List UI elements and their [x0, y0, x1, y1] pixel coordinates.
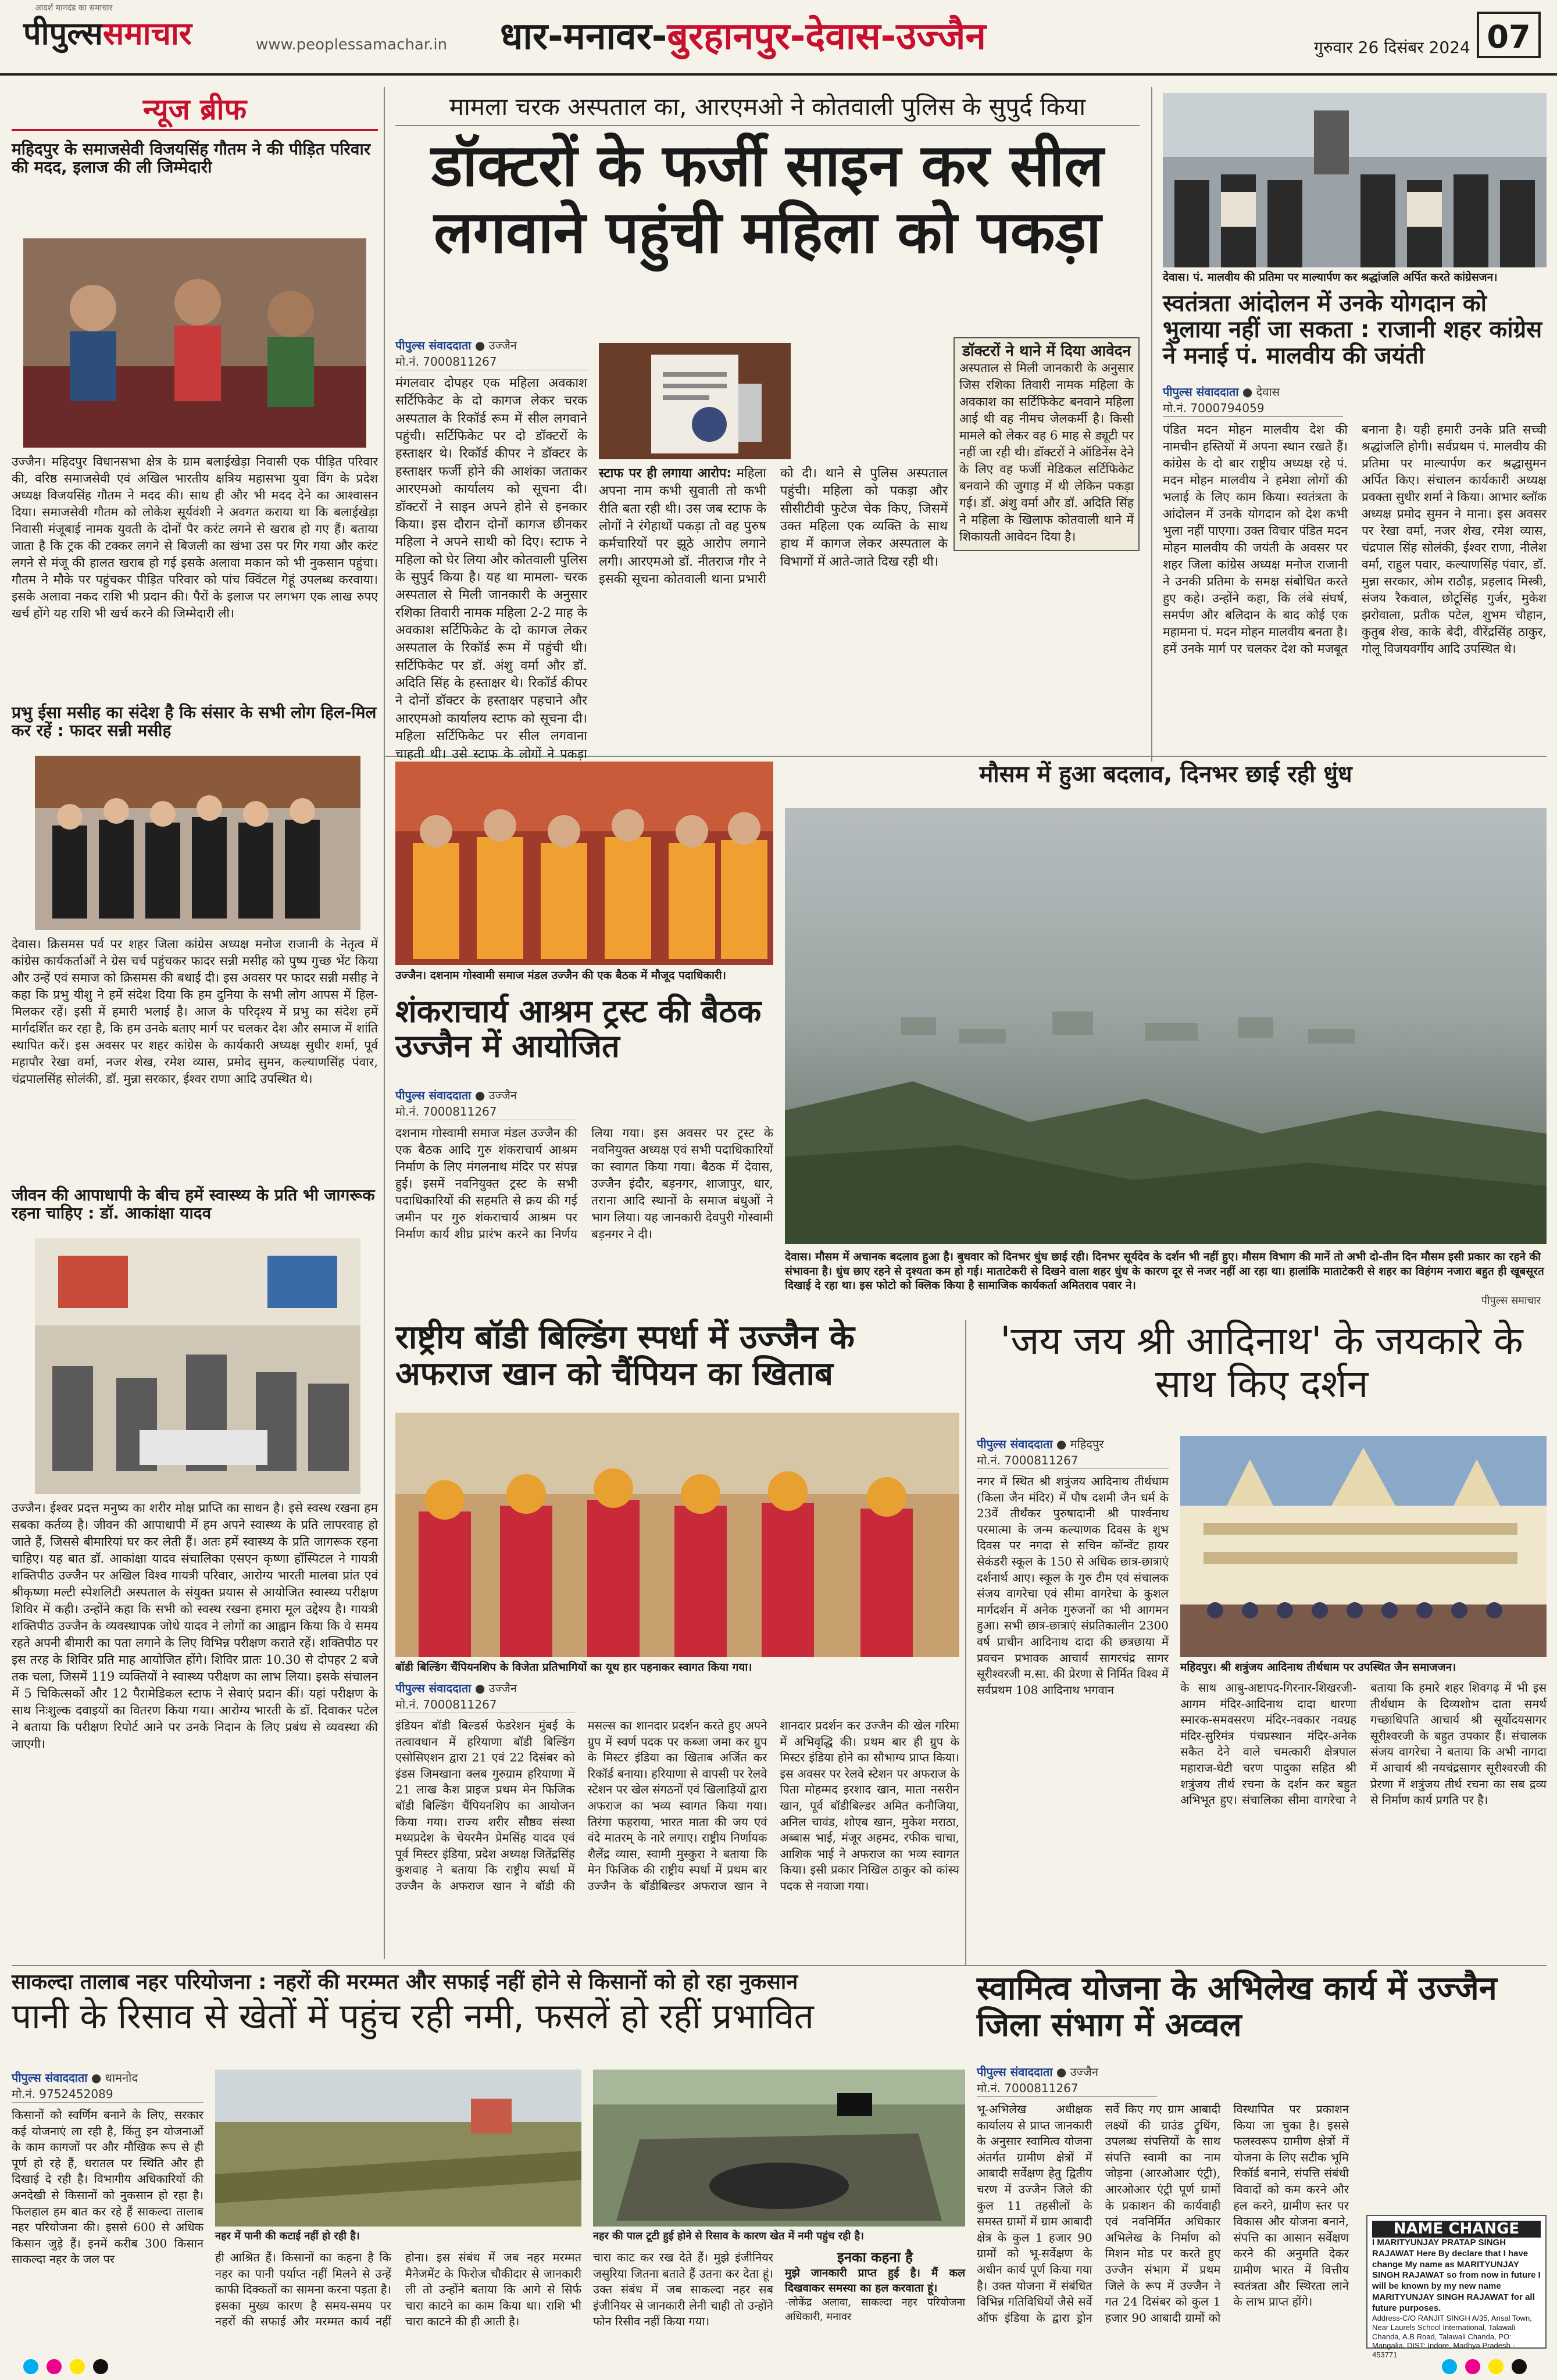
canal-col-4	[593, 2250, 965, 2349]
canal-photo-1	[215, 2070, 581, 2227]
name-change-address: Address-C/O RANJIT SINGH A/35, Ansal Town, Near Laurels School International, Talawali Chanda, A.B Road, Talawali Chanda, PO: Mangalia, DIST: Indore, Madhya Pradesh - 453771	[1372, 2314, 1532, 2359]
magenta-register-mark	[47, 2359, 62, 2374]
brief-1-title: महिदपुर के समाजसेवी विजयसिंह गौतम ने की पीड़ित परिवार की मदद, इलाज की ली जिम्मेदारी	[12, 140, 371, 177]
brief-1-photo	[23, 238, 366, 448]
lead-sub-1: स्टाफ पर ही लगाया आरोप:	[599, 466, 732, 481]
bodybuilding-mobile: मो.नं. 7000811267	[395, 1696, 576, 1713]
malviya-byline: पीपुल्स संवाददाता ● देवास	[1163, 385, 1280, 399]
swamitva-place: उज्जैन	[1070, 2065, 1098, 2079]
malviya-caption: देवास। पं. मालवीय की प्रतिमा पर माल्यार्पण कर श्रद्धांजलि अर्पित करते कांग्रेसजन।	[1163, 271, 1498, 284]
canal-text-3: चारा काट कर रख देते हैं। मुझे इंजीनियर जसुरिया जितना बताते हैं उतना कर देता हूं। उक्त संबंध में जब साकल्दा नहर सब इंजीनियर से जानकारी लेनी चाही तो उन्होंने फोन रिसीव नहीं किया गया।	[593, 2250, 773, 2329]
brief-2-title: प्रभु ईसा मसीह का संदेश है कि संसार के सभी लोग हिल-मिल कर रहें : फादर सन्नी मसीह	[12, 703, 377, 741]
weather-credit: पीपुल्स समाचार	[1481, 1295, 1541, 1307]
jain-headline: 'जय जय श्री आदिनाथ' के जयकारे के साथ किए दर्शन	[1000, 1318, 1523, 1406]
shankar-headline: शंकराचार्य आश्रम ट्रस्ट की बैठक उज्जैन में आयोजित	[395, 993, 762, 1065]
name-change-text: I MARITYUNJAY PRATAP SINGH RAJAWAT Here By declare that I have change My name as MARITYUNJAY SINGH RAJAWAT so from now in future I will be known by my new name MARITYUNJAY SINGH RAJAWAT for all future purposes.	[1372, 2238, 1541, 2313]
print-marks-bar	[0, 2354, 1557, 2380]
jain-reporter: पीपुल्स संवाददाता	[977, 1437, 1053, 1451]
canal-text-1: किसानों को स्वर्णिम बनाने के लिए, सरकार कई योजनाएं ला रही है, किंतु इन योजनाओं के काम कागजों पर और मौखिक रूप से ही पूर्ण हो रहे हैं, धरातल पर स्थिति और ही दिखाई दे रही है। विभागीय अधिकारियों की अनदेखी से किसानों को नुकसान हो रहा है। फिलहाल हम बात कर रहे हैं साकल्दा तालाब नहर परियोजना की। इससे 600 से अधिक किसान जुड़े हैं। इनमें करीब 300 किसान साकल्दा नहर के जल पर	[12, 2108, 203, 2267]
bodybuilding-body	[395, 1680, 959, 1953]
lead-col-2	[599, 465, 948, 744]
brief-2-photo	[35, 756, 360, 930]
region-part-b: बुरहानपुर-देवास-उज्जैन	[667, 15, 986, 58]
bodybuilding-caption: बॉडी बिल्डिंग चैंपियनशिप के विजेता प्रतिभागियों का यूथ हार पहनाकर स्वागत किया गया।	[395, 1661, 752, 1674]
shankar-story	[395, 762, 773, 1314]
page-number: 07	[1477, 12, 1541, 58]
malviya-place: देवास	[1256, 385, 1280, 399]
malviya-mobile: मो.नं. 7000794059	[1163, 400, 1343, 417]
weather-photo	[785, 808, 1547, 1244]
news-brief-label: न्यूज ब्रीफ	[12, 93, 378, 131]
lead-text-1: मंगलवार दोपहर एक महिला अवकाश सर्टिफिकेट के दो कागज लेकर चरक अस्पताल के रिकॉर्ड रूम में सील लगवाने पहुंची। सर्टिफिकेट पर दो डॉक्टरों के हस्ताक्षर थे। रिकॉर्ड कीपर ने डॉक्टर के हस्ताक्षर फर्जी होने की आशंका जताकर आरएमओ कार्यालय को सूचना दी। डॉक्टरों ने साइन अपने होने से इनकार किया। इस दौरान दोनों कागज छीनकर महिला ने अपने साथी को दिए। स्टाफ ने महिला को घेर लिया और कोतवाली पुलिस के सुपुर्द किया है। यह था मामला- चरक अस्पताल से मिली जानकारी के अनुसार रशिका तिवारी नामक महिला 2-2 माह के अवकाश सर्टिफिकेट के दो कागज लेकर अस्पताल के रिकॉर्ड रूम में पहुंची थी। सर्टिफिकेट पर डॉ. अंशु वर्मा और डॉ. अदिति सिंह के हस्ताक्षर थे। रिकॉर्ड कीपर ने दोनों डॉक्टर के हस्ताक्षर पहचाने और आरएमओ कार्यालय स्टाफ को सूचना दी। महिला सर्टिफिकेट पर सील लगवाना चाहती थी। उसे स्टाफ के लोगों ने पकड़ा	[395, 376, 587, 762]
brief-3-photo	[35, 1238, 360, 1494]
canal-quote-by: -लोकेंद्र अलावा, साकल्दा नहर परियोजना अधिकारी, मनावर	[785, 2296, 965, 2324]
shankar-byline: पीपुल्स संवाददाता ● उज्जैन	[395, 1088, 517, 1102]
canal-quote-title: इनका कहना है	[837, 2249, 913, 2265]
lead-box-text: अस्पताल से मिली जानकारी के अनुसार जिस रशिका तिवारी नामक महिला के अवकाश का सर्टिफिकेट बनवाने महिला आई थी वह नीमच जेलकर्मी है। किसी मामले को लेकर वह 6 माह से ड्यूटी पर नहीं जा रही थी। डॉक्टरों ने ऑडिनेंस देने के लिए वह फर्जी मेडिकल सर्टिफिकेट बनवाने की जुगाड़ में थी लेकिन पकड़ा गई। डॉ. अंशु वर्मा और डॉ. अदिति सिंह ने महिला के खिलाफ कोतवाली थाने में शिकायती आवेदन दिया है।	[959, 361, 1134, 544]
lead-kicker: मामला चरक अस्पताल का, आरएमओ ने कोतवाली पुलिस के सुपुर्द किया	[395, 93, 1140, 126]
shankar-body	[395, 1087, 773, 1308]
lead-headline: डॉक्टरों के फर्जी साइन कर सील लगवाने पहुंची महिला को पकड़ा	[431, 131, 1104, 267]
jain-byline: पीपुल्स संवाददाता ● महिदपुर	[977, 1437, 1104, 1451]
region-part-a: धार-मनावर-	[500, 15, 667, 58]
cyan-register-mark	[1442, 2359, 1457, 2374]
magenta-register-mark	[1465, 2359, 1480, 2374]
shankar-caption: उज्जैन। दशनाम गोस्वामी समाज मंडल उज्जैन की एक बैठक में मौजूद पदाधिकारी।	[395, 969, 726, 982]
lead-byline: पीपुल्स संवाददाता ● उज्जैन	[395, 338, 517, 352]
brief-3-title: जीवन की आपाधापी के बीच हमें स्वास्थ्य के प्रति भी जागरूक रहना चाहिए : डॉ. आकांक्षा यादव	[12, 1185, 375, 1223]
shankar-place: उज्जैन	[488, 1088, 517, 1102]
issue-date: गुरुवार 26 दिसंबर 2024	[1314, 38, 1470, 57]
brief-2-text: देवास। क्रिसमस पर्व पर शहर जिला कांग्रेस अध्यक्ष मनोज राजानी के नेतृत्व में कांग्रेस कार्यकर्ताओं ने ग्रेस चर्च पहुंचकर फादर सन्नी मसीह को पुष्प गुच्छ भेंट किया और उन्हें एवं समाज को क्रिसमस की बधाई दी। इस अवसर पर फादर सन्नी मसीह ने कहा कि प्रभु यीशु ने हमें संदेश दिया कि हम दुनिया के सभी लोग आपस में हिल-मिलकर रहें। इसी में हमारी भलाई है। आज के परिदृश्य में प्रभु का संदेश हमें मार्गदर्शित कर रहा है, कि हम उनके बताए मार्ग पर चलकर देश और समाज में शांति स्थापित करें। इस अवसर पर शहर कांग्रेस के कार्यकारी अध्यक्ष सुधीर शर्मा, पूर्व महापौर रेखा वर्मा, नजर शेख, रमेश व्यास, प्रमोद सुमन, कल्याणसिंह पंवार, चंद्रपालसिंह सोलंकी, डॉ. मुन्ना सरकार, ईश्वर राणा आदि उपस्थित थे।	[12, 937, 378, 1086]
yellow-register-mark	[1488, 2359, 1504, 2374]
shankar-photo	[395, 762, 773, 965]
column-divider	[384, 87, 385, 1959]
bodybuilding-text: इंडियन बॉडी बिल्डर्स फेडरेशन मुंबई के तत्वावधान में हरियाणा बॉडी बिल्डिंग एसोसिएशन द्वारा 21 एवं 22 दिसंबर को इंडस जिमखाना क्लब गुरुग्राम हरियाणा में 21 लाख कैश प्राइज प्रथम मेन फिजिक बॉडी बिल्डिंग चैंपियनशिप का आयोजन किया गया। राज्य शरीर सौष्ठव संस्था मध्यप्रदेश के चेयरमैन प्रेमसिंह यादव एवं पूर्व मिस्टर इंडिया, प्रदेश अध्यक्ष जितेंद्रसिंह कुशवाह ने बताया कि राष्ट्रीय स्पर्धा में उज्जैन के अफराज खान ने बॉडी की मसल्स का शानदार प्रदर्शन करते हुए अपने ग्रुप में स्वर्ण पदक पर कब्जा जमा कर ग्रुप के मिस्टर इंडिया का खिताब अर्जित कर रिकॉर्ड बनाया। हरियाणा से वापसी पर रेलवे स्टेशन पर खेल संगठनों एवं खिलाड़ियों द्वारा अफराज का भव्य स्वागत किया गया। तिरंगा फहराया, भारत माता की जय एवं वंदे मातरम् के नारे लगाए। राष्ट्रीय निर्णायक शैलेंद्र व्यास, स्वामी मुस्कुरा ने बताया कि मेन फिजिक की राष्ट्रीय स्पर्धा में प्रथम बार उज्जैन के बॉडीबिल्डर अफराज खान ने शानदार प्रदर्शन कर उज्जैन की खेल गरिमा में अभिवृद्धि की। प्रथम बार ही ग्रुप के मिस्टर इंडिया होने का सौभाग्य प्राप्त किया। इस अवसर पर रेलवे स्टेशन पर अफराज के पिता मोहम्मद इरशाद खान, माता नसरीन खान, पूर्व बॉडीबिल्डर अमित कनौजिया, अनिल चावंड, शोएब खान, मुकेश मराठा, अब्बास भाई, मंजूर अहमद, रफीक चाचा, आशिक भाई ने अफराज का भव्य स्वागत किया। इसी प्रकार निखिल ठाकुर को कांस्य पदक से नवाजा गया।	[395, 1718, 959, 1893]
canal-place: धामनोद	[105, 2071, 138, 2085]
canal-col-1	[12, 2070, 203, 2349]
bodybuilding-place: उज्जैन	[488, 1681, 517, 1695]
yellow-register-mark	[70, 2359, 85, 2374]
weather-caption: देवास। मौसम में अचानक बदलाव हुआ है। बुधवार को दिनभर धुंध छाई रही। दिनभर सूर्यदेव के दर्शन भी नहीं हुए। मौसम विभाग की मानें तो अभी दो-तीन दिन मौसम इसी प्रकार का रहने की संभावना है। धुंध छाए रहने से दृश्यता कम हो गई। माताटेकरी से दिखने वाला शहर धुंध के कारण दूर से नजर नहीं आ रहा था। हालांकि माताटेकरी से शहर का विहंगम नजारा बहुत ही खूबसूरत दिखाई दे रहा था। इस फोटो को क्लिक किया है सामाजिक कार्यकर्ता अमितराव पवार ने।	[785, 1250, 1544, 1292]
jain-text-1: नगर में स्थित श्री शत्रुंजय आदिनाथ तीर्थधाम (किला जैन मंदिर) में पौष दशमी जैन धर्म के 23वें तीर्थंकर पुरुषादानी श्री पार्श्वनाथ परमात्मा के जन्म कल्याणक दिवस के शुभ दिवस पर नगदा से सचिन कॉन्वेंट हायर सेकंडरी स्कूल के 150 से अधिक छात्र-छात्राएं दर्शनार्थ आए। स्कूल के गुरु टीम एवं संचालक संजय वागरेचा एवं सीमा वागरेचा के कुशल मार्गदर्शन में अनेक गुरुजनों का भी आगमन हुआ। सभी छात्र-छात्राएं संप्रतिकालीन 2300 वर्ष प्राचीन आदिनाथ दादा की छत्रछाया में प्रवचन प्रभावक आचार्य सागरचंद्र सागर सूरीश्वरजी म.सा. की प्रेरणा से निर्मित विश्व में सर्वप्रथम 108 आदिनाथ भगवान	[977, 1474, 1169, 1697]
bodybuilding-headline: राष्ट्रीय बॉडी बिल्डिंग स्पर्धा में उज्जैन के अफराज खान को चैंपियन का खिताब	[395, 1318, 855, 1393]
canal-story	[12, 1971, 965, 2349]
canal-caption-2: नहर की पाल टूटी हुई होने से रिसाव के कारण खेत में नमी पहुंच रही है।	[593, 2230, 864, 2242]
lead-place: उज्जैन	[488, 338, 517, 352]
lead-box-title: डॉक्टरों ने थाने में दिया आवेदन	[962, 342, 1131, 360]
malviya-text: पंडित मदन मोहन मालवीय देश की नामचीन हस्तियों में अपना स्थान रखते हैं। कांग्रेस के दो बार राष्ट्रीय अध्यक्ष रहे पं. मदन मोहन मालवीय ने हमेशा लोगों की भलाई के लिए काम किया। स्वतंत्रता के आंदोलन में उनके योगदान को देश कभी भुला नहीं पाएगा। उक्त विचार पंडित मदन मोहन मालवीय की जयंती के अवसर पर शहर जिला कांग्रेस अध्यक्ष मनोज राजानी ने उनकी प्रतिमा के समक्ष संबोधित करते हुए कहे। उन्होंने कहा, कि लंबे संघर्ष, समर्पण और बलिदान के बाद कोई एक महामना पं. मदन मोहन मालवीय बनता है। हमें उनके मार्ग पर चलकर देश को मजबूत बनाना है। यही हमारी उनके प्रति सच्ची श्रद्धांजलि होगी। सर्वप्रथम पं. मालवीय की प्रतिमा पर माल्यार्पण कर श्रद्धासुमन अर्पित किए। संचालन कार्यकारी अध्यक्ष प्रवक्ता सुधीर शर्मा ने किया। आभार ब्लॉक अध्यक्ष प्रमोद सुमन ने माना। इस अवसर पर रेखा वर्मा, नजर शेख, रमेश व्यास, चंद्रपाल सिंह सोलंकी, ईश्वर राणा, नीलेश वर्मा, राहुल पवार, कल्याणसिंह पंवार, डॉ. मुन्ना सरकार, ओम राठौड़, प्रहलाद मिस्त्री, संजय रैकवाल, छोटूसिंह गुर्जर, मुकेश झरोवाला, प्रतीक पटेल, शुभम चौहान, कुतुब शेख, काके बेदी, वीरेंद्रसिंह ठाकुर, गोलू विजयवर्गीय आदि उपस्थित थे।	[1163, 423, 1547, 656]
website-url[interactable]: www.peoplessamachar.in	[256, 36, 448, 53]
malviya-headline: स्वतंत्रता आंदोलन में उनके योगदान को भुलाया नहीं जा सकता : राजानी शहर कांग्रेस ने मनाई पं. मालवीय की जयंती	[1163, 290, 1542, 369]
jain-mobile: मो.नं. 7000811267	[977, 1452, 1169, 1469]
shankar-text: दशनाम गोस्वामी समाज मंडल उज्जैन की एक बैठक आदि गुरु शंकराचार्य आश्रम निर्माण के लिए मंगलनाथ मंदिर पर संपन्न हुई। इसमें नवनियुक्त ट्रस्ट के सभी पदाधिकारियों की सहमति से क्रय की गई जमीन पर गुरु शंकराचार्य आश्रम पर निर्माण कार्य शीघ्र प्रारंभ करने का निर्णय लिया गया। इस अवसर पर ट्रस्ट के नवनियुक्त अध्यक्ष एवं सभी पदाधिकारियों का स्वागत किया गया। बैठक में देवास, उज्जैन इंदौर, बड़नगर, शाजापुर, धार, तराना आदि स्थानों के समाज बंधुओं ने भाग लिया। यह जानकारी देवपुरी गोस्वामी बड़नगर ने दी।	[395, 1126, 773, 1241]
brief-1-text: उज्जैन। महिदपुर विधानसभा क्षेत्र के ग्राम बलाईखेड़ा निवासी एक पीड़ित परिवार की, वरिष्ठ समाजसेवी एवं अखिल भारतीय क्षत्रिय महासभा युवा विंग के प्रदेश अध्यक्ष विजयसिंह गौतम ने मदद की। साथ ही और भी मदद देने का आश्वासन दिया। समाजसेवी गौतम को लोकेश सूर्यवंशी ने अवगत कराया था कि बलाईखेड़ा निवासी मंजूबाई नामक युवती के दोनों पैर करंट लगने से खराब हो गए हैं। बताया जाता है कि ट्रक की टक्कर लगने से बिजली का खंभा उस पर गिर गया और करंट लगने से मंजू की हालत खराब हो गई इसके अलावा मकान को भी नुकसान पहुंचा। गौतम ने मौके पर पहुंचकर पीड़ित परिवार को पांच क्विंटल गेहूं उपलब्ध करवाया। इसके अलावा नकद राशि भी प्रदान की। पैरों के इलाज पर लगभग एक लाख रुपए खर्च होंगे यह राशि भी खर्च करने की जिम्मेदारी ली।	[12, 455, 378, 620]
bodybuilding-reporter: पीपुल्स संवाददाता	[395, 1681, 472, 1695]
row-divider	[12, 1965, 1547, 1966]
canal-quote-text: मुझे जानकारी प्राप्त हुई है। मैं कल दिखवाकर समस्या का हल करवाता हूं।	[785, 2266, 965, 2295]
jain-place: महिदपुर	[1070, 1437, 1104, 1451]
lead-mobile: मो.नं. 7000811267	[395, 353, 587, 370]
lead-col-3	[954, 337, 1140, 744]
malviya-body	[1163, 384, 1547, 744]
lead-reporter: पीपुल्स संवाददाता	[395, 338, 472, 352]
jain-text-2: के साथ आबु-अष्टापद-गिरनार-शिखरजी-आगम मंदिर-आदिनाथ दादा धारणा स्मारक-समवसरण मंदिर-नवकार नवग्रह मंदिर-सुरिमंत्र पंचप्रस्थान मंदिर-अनेक सकैत देने वाले चमत्कारी क्षेत्रपाल महाराज-घेटी चरण पादुका सहित श्री शत्रुंजय तीर्थ रचना के दर्शन कर बहुत अभिभूत हुए। संचालिका सीमा वागरेचा ने बताया कि हमारे शहर शिवगढ़ में भी इस तीर्थधाम के दिव्यशोभ दाता समर्थ गच्छाधिपति आचार्य श्री सूर्योदयसागर सूरीश्वरजी के बहुत उपकार हैं। संचालक संजय वागरेचा ने बताया कि अभी नागदा में आचार्य श्री नयचंद्रसागर सूरीश्वरजी की प्रेरणा में शत्रुंजय तीर्थ रचना का सब द्रव्य से निर्माण कार्य प्रगति पर है।	[1180, 1681, 1547, 1807]
black-register-mark	[1512, 2359, 1527, 2374]
weather-headline: मौसम में हुआ बदलाव, दिनभर छाई रही धुंध	[979, 761, 1352, 788]
malviya-story	[1163, 93, 1547, 750]
lead-text-2-body: महिला अपना नाम कभी सुवाती तो कभी रीति बता रही थी। उस जब स्टाफ के लोगों ने रंगेहाथों पकड़ा तो वह पुरुष कर्मचारियों पर झूठे आरोप लगाने लगी। आरएमओ डॉ. नीतराज गौर ने इसकी सूचना कोतवाली थाना प्रभारी को दी। थाने से पुलिस अस्पताल पहुंची। महिला को पकड़ा और सीसीटीवी फुटेज चेक किए, जिसमें उक्त महिला एक व्यक्ति के साथ हाथ में कागज लेकर अस्पताल के विभागों में आते-जाते दिख रही थी।	[599, 466, 948, 587]
malviya-photo	[1163, 93, 1547, 267]
canal-text-2: ही आश्रित हैं। किसानों का कहना है कि नहर का पानी पर्याप्त नहीं मिलने से उन्हें काफी दिक्कतों का सामना करना पड़ता है। इसका मुख्य कारण है समय-समय पर नहरों की सफाई और मरम्मत कार्य नहीं होना। इस संबंध में जब नहर मरम्मत मैनेजमेंट के फिरोज चौकीदार से जानकारी ली तो उन्होंने बताया कि आगे से सिर्फ चारा काटने का काम किया था। राशि भी चारा काटने की ही आती है।	[215, 2250, 581, 2329]
logo-part-b: समाचार	[102, 15, 192, 52]
region-title	[500, 9, 986, 60]
logo-part-a: पीपुल्स	[23, 15, 103, 52]
canal-kicker: साकल्दा तालाब नहर परियोजना : नहरों की मरम्मत और सफाई नहीं होने से किसानों को हो रहा नुकसान	[12, 1970, 798, 1994]
bodybuilding-photo	[395, 1413, 959, 1657]
column-divider	[1151, 87, 1152, 762]
bodybuilding-byline: पीपुल्स संवाददाता ● उज्जैन	[395, 1681, 517, 1695]
swamitva-mobile: मो.नं. 7000811267	[977, 2080, 1157, 2097]
news-brief-column	[12, 93, 378, 1959]
swamitva-headline: स्वामित्व योजना के अभिलेख कार्य में उज्जैन जिला संभाग में अव्वल	[977, 1970, 1497, 2044]
shankar-reporter: पीपुल्स संवाददाता	[395, 1088, 472, 1102]
cyan-register-mark	[23, 2359, 38, 2374]
lead-story	[395, 92, 1140, 762]
swamitva-reporter: पीपुल्स संवाददाता	[977, 2065, 1053, 2079]
canal-photo-2	[593, 2070, 965, 2227]
jain-caption: महिदपुर। श्री शत्रुंजय आदिनाथ तीर्थधाम पर उपस्थित जैन समाजजन।	[1180, 1661, 1456, 1674]
lead-illustration	[599, 343, 791, 459]
bodybuilding-story	[395, 1320, 959, 1959]
swamitva-byline: पीपुल्स संवाददाता ● उज्जैन	[977, 2065, 1098, 2079]
newspaper-logo[interactable]	[23, 10, 192, 53]
weather-story	[785, 762, 1547, 1314]
canal-caption-1: नहर में पानी की कटाई नहीं हो रही है।	[215, 2230, 360, 2242]
brief-3-text: उज्जैन। ईश्वर प्रदत्त मनुष्य का शरीर मोक्ष प्राप्ति का साधन है। इसे स्वस्थ रखना हम सबका कर्तव्य है। जीवन की आपाधापी में हम अपने स्वास्थ्य के प्रति लापरवाह हो जाते हैं, जिससे बीमारियां घर कर लेती हैं। अतः हमें स्वास्थ्य के प्रति जागरूक रहना चाहिए। यह बात डॉ. आकांक्षा यादव संचालिका एसएन कृष्णा हॉस्पिटल ने गायत्री शक्तिपीठ उज्जैन पर अखिल विश्व गायत्री परिवार, आरोग्य भारती मालवा प्रांत एवं श्रीकृष्णा मल्टी स्पेशलिटी अस्पताल के संयुक्त प्रयास से आयोजित स्वास्थ्य परीक्षण शिविर में कही। उन्होंने कहा कि सभी को स्वस्थ रखना हमारा मूल उद्देश्य है। गायत्री शक्तिपीठ उज्जैन के व्यवस्थापक जोधे यादव ने लोगों का आह्वान किया कि वे समय रहते अपनी बीमारी का पता लगाने के लिए विभिन्न परीक्षण कराते रहें। शक्तिपीठ पर इस तरह के शिविर प्रति माह आयोजित होंगे। शिविर प्रातः 10.30 से दोपहर 2 बजे तक चला, जिसमें 119 व्यक्तियों ने स्वास्थ्य परीक्षण का लाभ लिया। इसके संचालन में 5 चिकित्सकों और 12 पैरामेडिकल स्टाफ ने सेवाएं प्रदान कीं। यहां परीक्षण के साथ निःशुल्क दवाइयों का वितरण किया गया। आरोग्य भारती के डॉ. दिवाकर पटेल ने बताया कि परीक्षण रिपोर्ट आने पर उनके निदान के लिए प्रबंध से व्यवस्था की जाएगी।	[12, 1501, 378, 1751]
canal-mobile: मो.नं. 9752452089	[12, 2086, 203, 2103]
masthead	[0, 0, 1557, 76]
lead-sidebar-box	[954, 337, 1140, 551]
swamitva-text: भू-अभिलेख अधीक्षक कार्यालय से प्राप्त जानकारी के अनुसार स्वामित्व योजना अंतर्गत ग्रामीण क्षेत्रों में आबादी सर्वेक्षण हेतु द्वितीय चरण में उज्जैन जिले की कुल 11 तहसीलों के समस्त ग्रामों में ग्राम आबादी क्षेत्र के कुल 1 हजार 90 ग्रामों को भू-सर्वेक्षण के अधीन कार्य पूर्ण किया गया है। उक्त योजना में संबंधित विभिन्न गतिविधियों जैसे सर्वे ऑफ इंडिया के द्वारा ड्रोन सर्वे किए गए ग्राम आबादी लक्ष्यों की ग्राउंड ट्रुथिंग, उपलब्ध संपत्तियों के साथ संपत्ति स्वामी का नाम जोड़ना (आरओआर एंट्री), आरओआर एंट्री पूर्ण ग्रामों के प्रकाशन की कार्यवाही एवं नवनिर्मित अधिकार अभिलेख के निर्माण को मिशन मोड पर करते हुए उज्जैन संभाग में प्रथम जिले के रूप में उज्जैन ने गत 24 दिसंबर को कुल 1 हजार 90 आबादी ग्रामों को विस्थापित पर प्रकाशन किया जा चुका है। इससे फलस्वरूप ग्रामीण क्षेत्रों में योजना के लिए सटीक भूमि रिकॉर्ड बनाने, संपत्ति संबंधी विवादों को कम करने और हल करने, ग्रामीण स्तर पर विकास और योजना बनाने, संपत्ति का आसान सर्वेक्षण करने की अनुमति देकर ग्रामीण भारत में वित्तीय स्वतंत्रता और स्थिरता लाने के लाभ प्राप्त होंगे।	[977, 2102, 1349, 2325]
malviya-reporter: पीपुल्स संवाददाता	[1163, 385, 1239, 399]
canal-reporter: पीपुल्स संवाददाता	[12, 2071, 88, 2085]
shankar-mobile: मो.नं. 7000811267	[395, 1103, 576, 1120]
canal-byline: पीपुल्स संवाददाता ● धामनोद	[12, 2071, 138, 2085]
swamitva-story	[977, 1970, 1547, 2359]
canal-quote-box	[785, 2250, 965, 2349]
jain-col-1	[977, 1436, 1169, 1947]
black-register-mark	[93, 2359, 108, 2374]
jain-photo	[1180, 1436, 1547, 1657]
canal-headline: पानी के रिसाव से खेतों में पहुंच रही नमी, फसलें हो रहीं प्रभावित	[12, 1996, 814, 2038]
masthead-tagline: आदर्श मानदंड का समाचार	[35, 3, 113, 13]
jain-story	[977, 1320, 1547, 1959]
name-change-title: NAME CHANGE	[1372, 2221, 1541, 2238]
name-change-ad	[1366, 2215, 1547, 2359]
lead-text-2	[599, 465, 948, 744]
lead-col-1	[395, 337, 587, 762]
column-divider	[965, 1320, 966, 1965]
